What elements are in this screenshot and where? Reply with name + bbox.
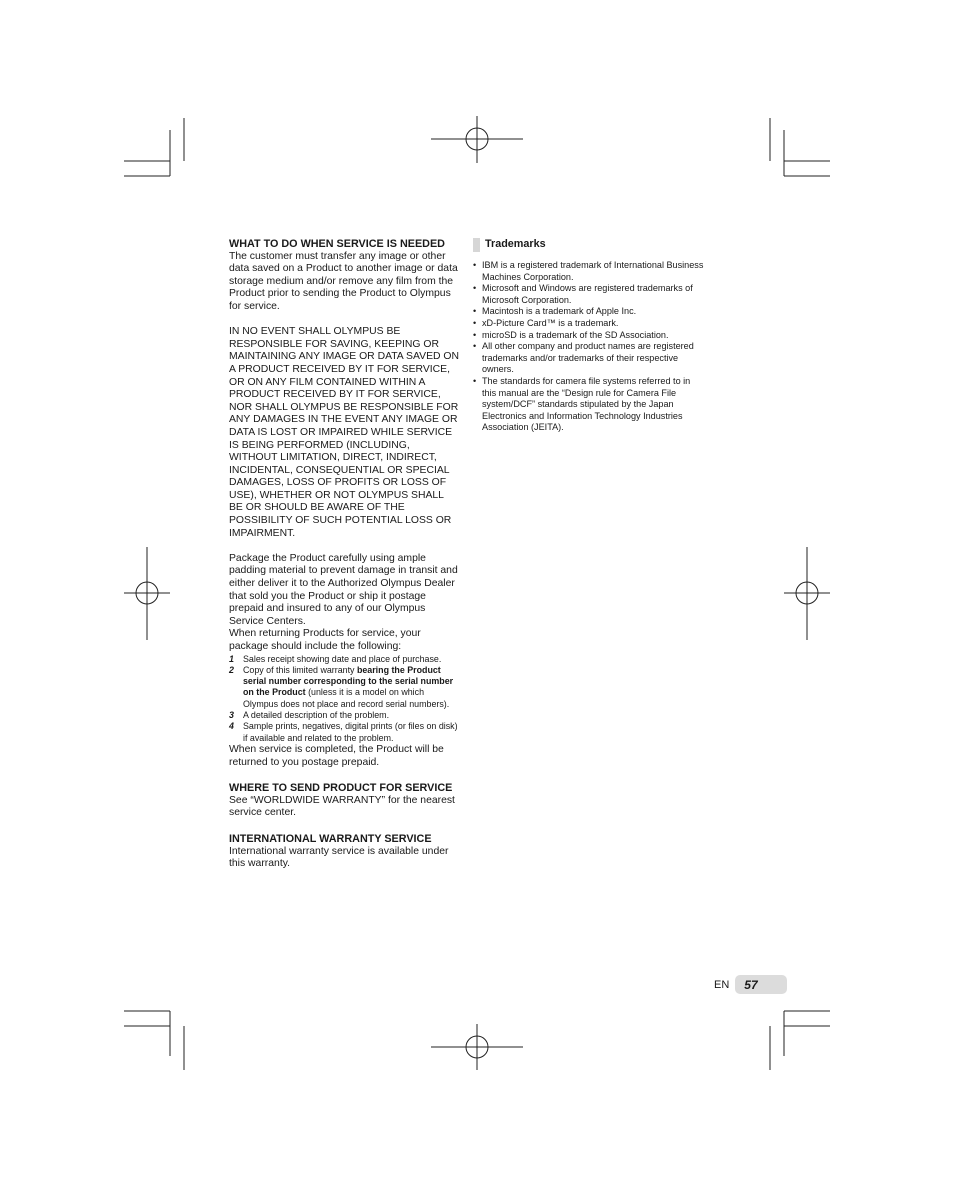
section-marker — [473, 238, 480, 252]
list-item: • xD-Picture Card™ is a trademark. — [473, 318, 705, 330]
intl-text: International warranty service is available under this warranty. — [229, 845, 449, 870]
service-text: The customer must transfer any image or other data saved on a Product to another image or data storage medium and/or remove any film from the Product prior to sending the Product to Olympus for service. — [229, 250, 458, 312]
step-number: 3 — [229, 710, 234, 721]
list-item: • Microsoft and Windows are registered trademarks of Microsoft Corporation. — [473, 283, 705, 306]
step-number: 4 — [229, 721, 234, 732]
left-column — [229, 238, 459, 871]
step-text-bold: bearing the Product serial number corresponding to the serial number on the Product — [243, 664, 454, 698]
list-item — [229, 665, 459, 710]
intl-heading: INTERNATIONAL WARRANTY SERVICE — [229, 832, 432, 845]
list-item: • Macintosh is a trademark of Apple Inc. — [473, 306, 705, 318]
list-item: • microSD is a trademark of the SD Association. — [473, 330, 705, 342]
returning-text: When returning Products for service, your package should include the following: — [229, 628, 421, 652]
where-text: See “WORLDWIDE WARRANTY” for the nearest service center. — [229, 794, 455, 819]
list-item — [229, 710, 459, 721]
package-text: Package the Product carefully using ample padding material to prevent damage in transit and either deliver it to the Authorized Olympus Dealer that sold you the Product or ship it postage prepaid and insured to any of our Olympus Service Centers. — [229, 552, 458, 627]
step-number: 1 — [229, 653, 234, 664]
disclaimer-text: IN NO EVENT SHALL OLYMPUS BE RESPONSIBLE FOR SAVING, KEEPING OR MAINTAINING ANY IMAGE OR DATA SAVED ON A PRODUCT RECEIVED BY IT FOR SERVICE, OR ON ANY FILM CONTAINED WITHIN A PRODUCT RECEIVED BY IT FOR SERVICE, NOR SHALL OLYMPUS BE RESPONSIBLE FOR ANY DAMAGES IN THE EVENT ANY IMAGE OR DATA IS LOST OR IMPAIRED WHILE SERVICE IS BEING PERFORMED (INCLUDING, WITHOUT LIMITATION, DIRECT, INDIRECT, INCIDENTAL, CONSEQUENTIAL OR SPECIAL DAMAGES, LOSS OF PROFITS OR LOSS OF USE), WHETHER OR NOT OLYMPUS SHALL BE OR SHOULD BE AWARE OF THE POSSIBILITY OF SUCH POTENTIAL LOSS OR IMPAIRMENT. — [229, 326, 459, 539]
where-heading: WHERE TO SEND PRODUCT FOR SERVICE — [229, 782, 453, 795]
right-column — [473, 238, 705, 434]
list-item: • The standards for camera file systems referred to in this manual are the “Design rule for Camera File system/DCF” standards stipulated by the Japan Electronics and Information Technology Industries Association (JEITA). — [473, 376, 705, 434]
list-item — [229, 721, 459, 744]
step-list — [229, 654, 459, 744]
step-text: A detailed description of the problem. — [243, 710, 390, 721]
list-item: • IBM is a registered trademark of International Business Machines Corporation. — [473, 260, 705, 283]
trademarks-title: Trademarks — [485, 238, 546, 251]
step-number: 2 — [229, 664, 234, 675]
step-text-pre: Copy of this limited warranty — [243, 664, 357, 675]
step-text: Sales receipt showing date and place of purchase. — [243, 653, 442, 664]
trademark-list — [473, 260, 705, 434]
page-number-badge: 57 — [735, 975, 787, 994]
language-label: EN — [714, 978, 730, 991]
trademarks-header — [473, 238, 705, 252]
page-number — [714, 975, 787, 994]
completed-text: When service is completed, the Product will be returned to you postage prepaid. — [229, 743, 444, 768]
list-item — [229, 654, 459, 665]
service-heading: WHAT TO DO WHEN SERVICE IS NEEDED — [229, 238, 445, 250]
step-text-post: (unless it is a model on which Olympus does not place and record serial numbers). — [243, 687, 450, 709]
step-text: Sample prints, negatives, digital prints (or files on disk) if available and related to the problem. — [243, 721, 458, 743]
list-item: • All other company and product names are registered trademarks and/or trademarks of their respective owners. — [473, 341, 705, 376]
